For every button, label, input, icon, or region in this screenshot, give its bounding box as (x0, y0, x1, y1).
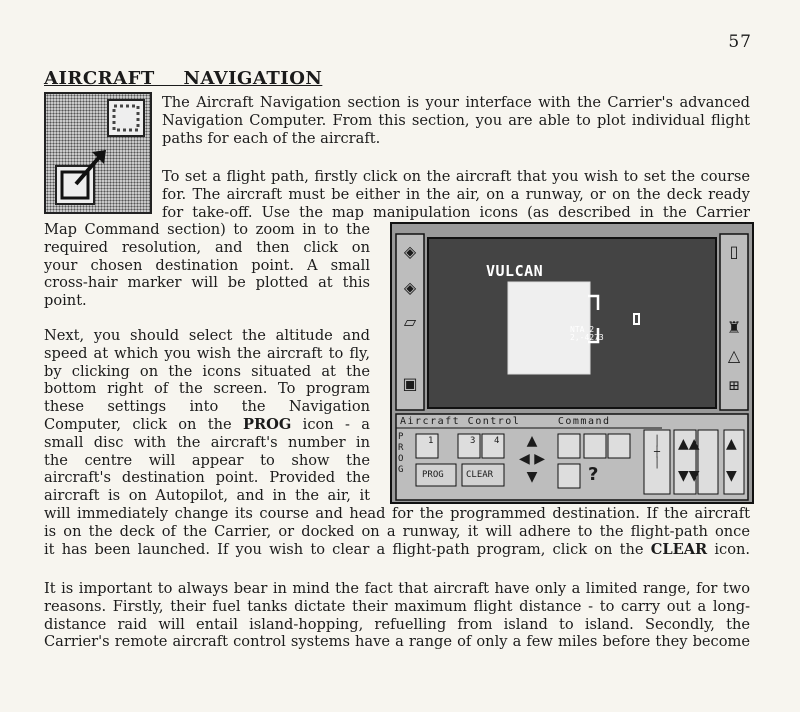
text-fragment: it has been launched. If you wish to clear a flight-path program, click on the (44, 540, 644, 558)
altitude-up-icon[interactable]: ▲▲ (678, 436, 700, 452)
text-line: Next, you should select the altitude and (44, 327, 370, 344)
page-number: 57 (728, 32, 752, 52)
panel-title-left: Aircraft Control (400, 416, 521, 427)
paragraph-altitude-cont (44, 505, 750, 558)
text-fragment: icon. (714, 540, 751, 558)
text-line: your chosen destination point. A small (44, 256, 370, 274)
carrier-tool-button-4[interactable]: ⊞ (728, 378, 740, 394)
paragraph-altitude (44, 327, 370, 505)
text-fragment: Computer, click on the (44, 415, 232, 433)
text-line: required resolution, and then click on (44, 238, 370, 256)
map-tool-button-3[interactable]: ▱ (403, 312, 417, 331)
prog-keyword: PROG (243, 415, 292, 433)
text-line: these settings into the Navigation (44, 398, 370, 416)
panel-title (400, 416, 611, 427)
speed-down-icon[interactable]: ▼ (726, 468, 737, 484)
map-tool-button-1[interactable]: ◈ (403, 242, 417, 261)
text-line: speed at which you wish the aircraft to fly, (44, 344, 370, 362)
text-line: It is important to always bear in mind the fact that aircraft have only a limited range, for two (44, 580, 750, 597)
carrier-tool-button-3[interactable]: △ (727, 346, 741, 365)
carrier-tool-button-1[interactable]: ▯ (729, 242, 739, 261)
marker-line: NTA 2 (570, 325, 595, 334)
text-line: is on the deck of the Carrier, or docked on a runway, it will adhere to the flight-path once (44, 522, 750, 540)
panel-title-right: Command (557, 416, 611, 427)
text-fragment: icon - a (302, 415, 370, 433)
text-line: the centre will appear to show the (44, 451, 370, 469)
text-line: for. The aircraft must be either in the air, on a runway, or on the deck ready (162, 185, 750, 203)
text-line: paths for each of the aircraft. (162, 129, 381, 147)
text-line: for take-off. Use the map manipulation icons (as described in the Carrier (162, 203, 750, 221)
text-line: Carrier's remote aircraft control systems have a range of only a few miles before they become (44, 633, 750, 651)
aircraft-select-4[interactable]: 4 (494, 436, 500, 446)
paragraph-intro (162, 94, 750, 147)
text-line: distance raid will entail island-hopping, refuelling from island to island. Secondly, the (44, 615, 750, 633)
arrow-up-icon[interactable]: ▲ (526, 433, 538, 449)
text-line: Map Command section) to zoom in to the (44, 221, 370, 238)
marker-line: 2,-4273 (570, 333, 604, 342)
map-tool-button-2[interactable]: ◈ (403, 278, 417, 297)
clear-button[interactable]: CLEAR (466, 470, 494, 480)
paragraph-flight-path-cont (44, 221, 370, 310)
text-line: Navigation Computer. From this section, you are able to plot individual flight (162, 111, 750, 129)
text-line: reasons. Firstly, their fuel tanks dictate their maximum flight distance - to carry out a long- (44, 597, 750, 615)
game-screenshot (390, 222, 754, 504)
aircraft-select-1[interactable]: 1 (428, 436, 434, 446)
paragraph-flight-path (162, 168, 750, 221)
text-line-clear (44, 541, 750, 559)
direction-pad[interactable] (510, 432, 554, 490)
map-marker-label (570, 326, 604, 342)
prog-side-label: PROG (398, 432, 404, 475)
map-aircraft-label: VULCAN (486, 262, 544, 280)
speed-up-icon[interactable]: ▲ (726, 436, 737, 452)
altitude-slider[interactable]: │ ┼ │ (654, 436, 661, 469)
text-line: bottom right of the screen. To program (44, 380, 370, 398)
arrow-left-right-icon[interactable]: ◀ ▶ (519, 451, 545, 467)
paragraph-range (44, 580, 750, 651)
text-line: point. (44, 292, 87, 310)
aircraft-navigation-icon (44, 92, 152, 214)
text-line: aircraft's destination point. Provided the (44, 469, 370, 487)
prog-button[interactable]: PROG (422, 470, 444, 480)
help-question-icon[interactable]: ? (588, 464, 599, 485)
carrier-tool-button-2[interactable]: ♜ (726, 318, 742, 337)
text-line: The Aircraft Navigation section is your interface with the Carrier's advanced (162, 94, 750, 111)
altitude-down-icon[interactable]: ▼▼ (678, 468, 700, 484)
text-line: cross-hair marker will be plotted at this (44, 274, 370, 292)
text-line: by clicking on the icons situated at the (44, 362, 370, 380)
clear-keyword: CLEAR (650, 540, 708, 558)
text-line: aircraft is on Autopilot, and in the air, it (44, 487, 370, 505)
section-heading: AIRCRAFT NAVIGATION (44, 68, 323, 89)
text-line: To set a flight path, firstly click on the aircraft that you wish to set the course (162, 168, 750, 185)
save-disk-icon[interactable]: ▣ (402, 374, 418, 393)
text-line: will immediately change its course and head for the programmed destination. If the aircraft (44, 505, 750, 522)
arrow-down-icon[interactable]: ▼ (526, 469, 538, 485)
text-line: small disc with the aircraft's number in (44, 433, 370, 451)
aircraft-select-3[interactable]: 3 (470, 436, 476, 446)
text-line-prog (44, 416, 370, 434)
